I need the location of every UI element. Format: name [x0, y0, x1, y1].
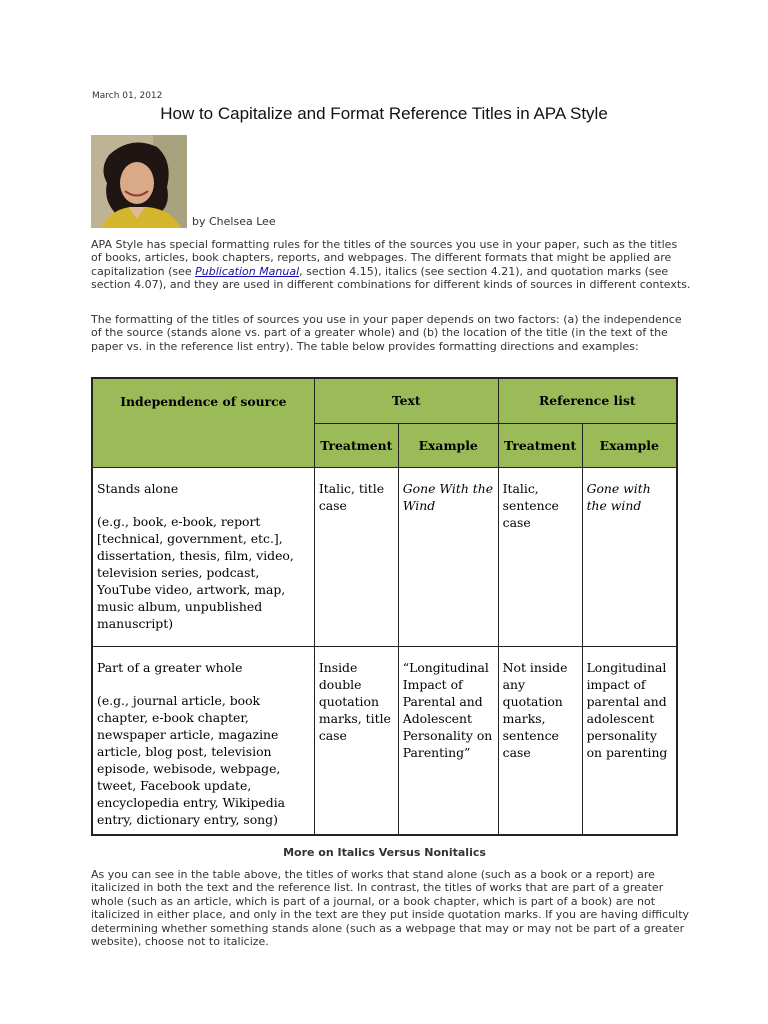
header-ref-treatment: Treatment [498, 423, 582, 467]
ref-example-cell: Gone with the wind [582, 467, 677, 646]
ref-example-cell: Longitudinal impact of parental and adolescent personality on parenting [582, 646, 677, 835]
text-example-cell: “Longitudinal Impact of Parental and Adolescent Personality on Parenting” [398, 646, 498, 835]
author-photo [91, 135, 187, 228]
post-date: March 01, 2012 [92, 91, 163, 101]
header-ref-example: Example [582, 423, 677, 467]
intro-text-end: , section 4.15), italics (see section 4.21), and quotation marks (see section 4.07), and they are used in different combinations for different kinds of sources in different contexts. [91, 264, 691, 292]
header-independence: Independence of source [92, 378, 314, 467]
header-text-example: Example [398, 423, 498, 467]
author-byline: by Chelsea Lee [192, 215, 276, 228]
publication-manual-link[interactable]: Publication Manual [195, 264, 300, 278]
source-cell [92, 467, 314, 646]
header-text: Text [314, 378, 498, 423]
intro-paragraph [91, 238, 691, 292]
formatting-table [91, 377, 678, 836]
factors-paragraph: The formatting of the titles of sources you use in your paper depends on two factors: (a) the independence of the source (stands alone vs. part of a greater whole) and (b) the location of the title (in the text of the paper vs. in the reference list entry). The table below provides formatting directions and examples: [91, 313, 682, 353]
source-cell [92, 646, 314, 835]
table-row [92, 467, 677, 646]
section-heading: More on Italics Versus Nonitalics [283, 846, 486, 859]
source-label: Part of a greater whole [97, 659, 243, 675]
page-title: How to Capitalize and Format Reference Titles in APA Style [160, 104, 608, 123]
source-detail: (e.g., book, e-book, report [technical, government, etc.], dissertation, thesis, film, video, television series, podcast, YouTube video, artwork, map, music album, unpublished manuscript) [97, 513, 294, 631]
text-example-cell: Gone With the Wind [398, 467, 498, 646]
table-row [92, 646, 677, 835]
italics-paragraph: As you can see in the table above, the titles of works that stand alone (such as a book or a report) are italicized in both the text and the reference list. In contrast, the titles of works that are part of a greater whole (such as an article, which is part of a journal, or a book chapter, which is part of a book) are not italicized in either place, and only in the text are they put inside quotation marks. If you are having difficulty determining whether something stands alone (such as a webpage that may or may not be part of a greater website), choose not to italicize. [91, 868, 690, 949]
ref-treatment-cell: Italic, sentence case [498, 467, 582, 646]
source-label: Stands alone [97, 480, 179, 496]
table-header-row [92, 378, 677, 423]
text-treatment-cell: Italic, title case [314, 467, 398, 646]
header-reference-list: Reference list [498, 378, 677, 423]
intro-text-start: APA Style has special formatting rules for the titles of the sources you use in your paper, such as the titles of books, articles, book chapters, reports, and webpages. The different formats that might be applied are capitalization (see [91, 238, 678, 278]
header-text-treatment: Treatment [314, 423, 398, 467]
source-detail: (e.g., journal article, book chapter, e-book chapter, newspaper article, magazine article, blog post, television episode, webisode, webpage, tweet, Facebook update, encyclopedia entry, Wikipedia entry, dictionary entry, song) [97, 692, 286, 827]
text-treatment-cell: Inside double quotation marks, title case [314, 646, 398, 835]
ref-treatment-cell: Not inside any quotation marks, sentence case [498, 646, 582, 835]
